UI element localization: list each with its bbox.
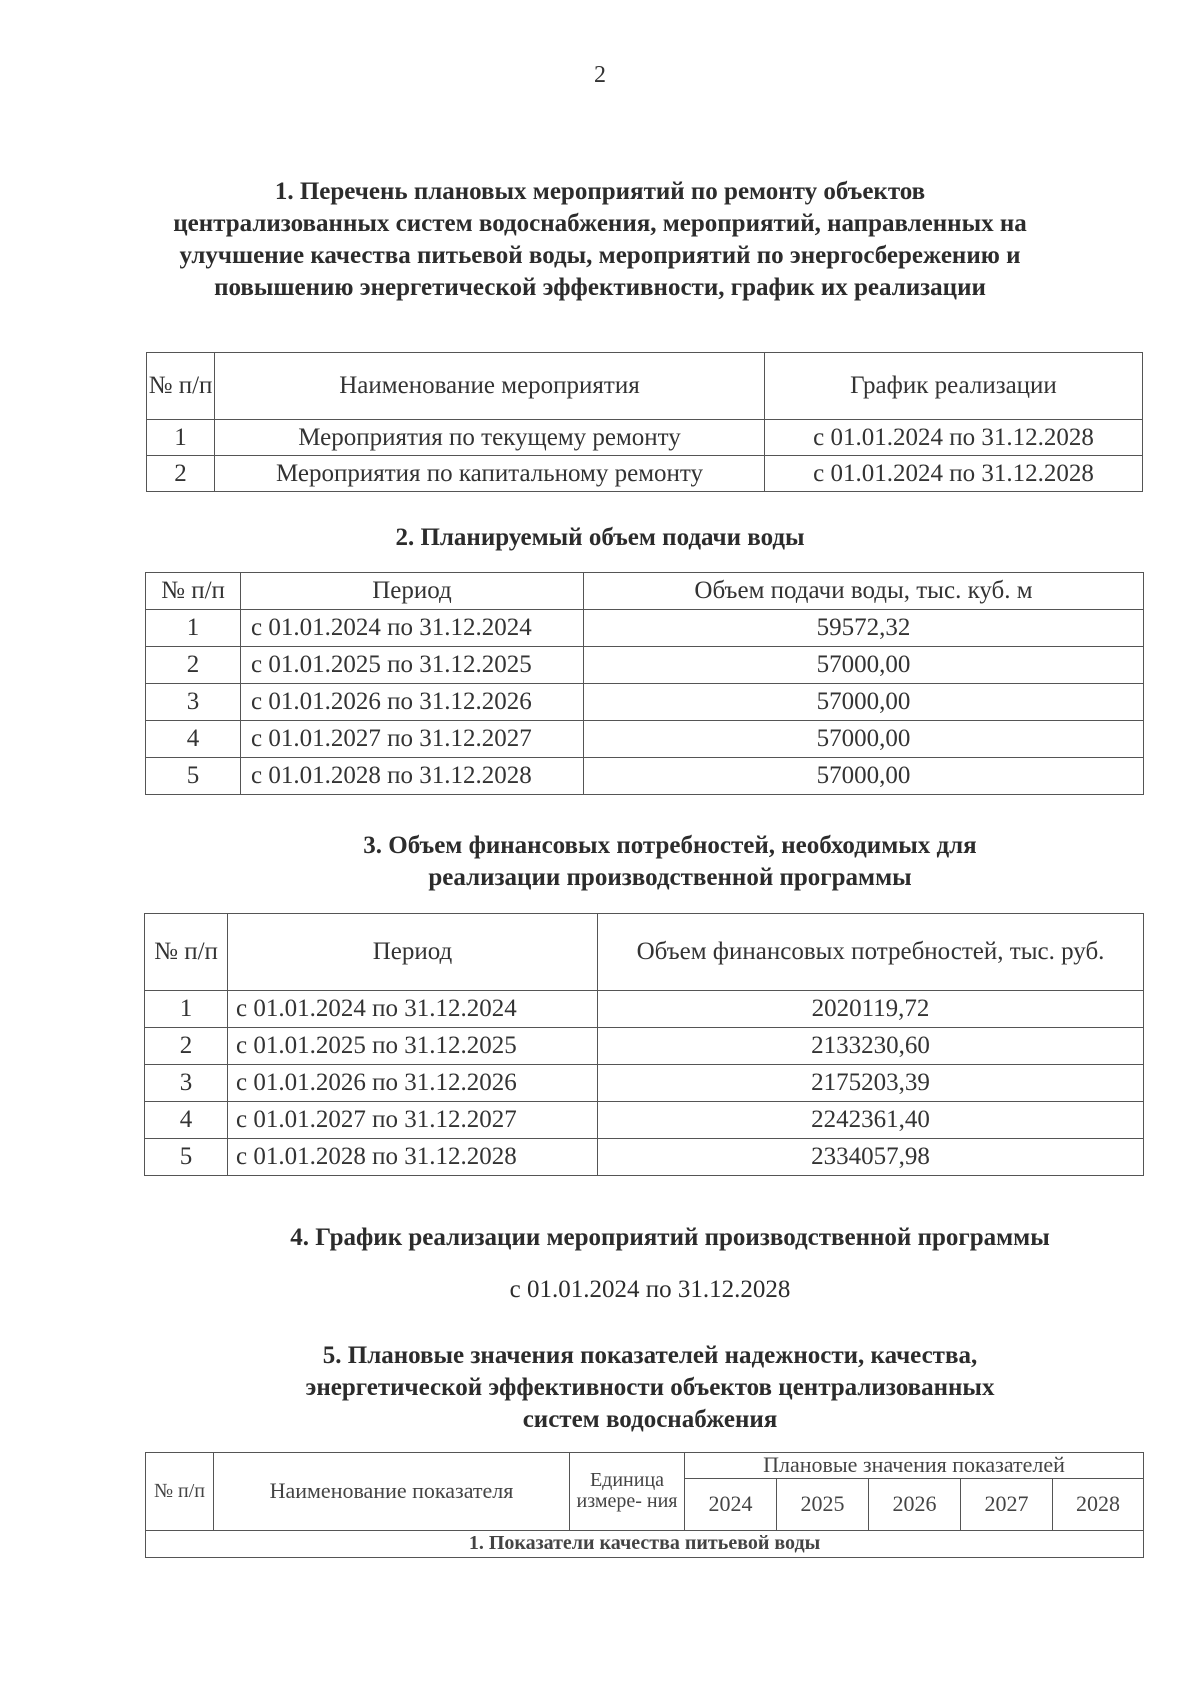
cell-period: с 01.01.2026 по 31.12.2026 (241, 684, 584, 721)
section1-title-line: централизованных систем водоснабжения, мероприятий, направленных на (173, 210, 1027, 237)
financial-needs-table (144, 913, 1144, 1176)
cell-num: 1 (147, 420, 215, 456)
section3-title-line: 3. Объем финансовых потребностей, необходимых для (363, 832, 977, 859)
table-row (146, 684, 1144, 721)
section4-period: с 01.01.2024 по 31.12.2028 (509, 1276, 791, 1303)
header-name: Наименование мероприятия (215, 353, 765, 420)
table-row (147, 420, 1143, 456)
cell-amount: 2020119,72 (598, 991, 1144, 1028)
section1-title-line: улучшение качества питьевой воды, мероприятий по энергосбережению и (179, 242, 1021, 269)
cell-period: с 01.01.2025 по 31.12.2025 (241, 647, 584, 684)
table-header-row (147, 353, 1143, 420)
cell-amount: 2242361,40 (598, 1102, 1144, 1139)
cell-period: с 01.01.2028 по 31.12.2028 (241, 758, 584, 795)
cell-amount: 2133230,60 (598, 1028, 1144, 1065)
section5-title (50, 1340, 1200, 1436)
cell-amount: 2334057,98 (598, 1139, 1144, 1176)
cell-volume: 57000,00 (584, 758, 1144, 795)
section5-title-line: энергетической эффективности объектов централизованных (305, 1374, 995, 1401)
table-row (145, 1102, 1144, 1139)
header-volume: Объем подачи воды, тыс. куб. м (584, 573, 1144, 610)
table-header-row (146, 573, 1144, 610)
header-year: 2024 (685, 1478, 777, 1530)
header-num: № п/п (147, 353, 215, 420)
header-year: 2026 (869, 1478, 961, 1530)
cell-period: с 01.01.2025 по 31.12.2025 (228, 1028, 598, 1065)
cell-volume: 57000,00 (584, 684, 1144, 721)
table-header-row (146, 1453, 1144, 1479)
table-row (145, 1065, 1144, 1102)
header-unit: Единица измере- ния (570, 1453, 685, 1531)
cell-num: 5 (146, 758, 241, 795)
cell-period: с 01.01.2027 по 31.12.2027 (241, 721, 584, 758)
cell-name: Мероприятия по текущему ремонту (215, 420, 765, 456)
indicators-table (145, 1452, 1144, 1558)
header-year: 2027 (961, 1478, 1053, 1530)
cell-num: 2 (146, 647, 241, 684)
cell-period: с 01.01.2027 по 31.12.2027 (228, 1102, 598, 1139)
header-year: 2025 (777, 1478, 869, 1530)
section3-title (70, 830, 1200, 894)
cell-num: 2 (147, 456, 215, 492)
header-name: Наименование показателя (214, 1453, 570, 1531)
cell-num: 3 (146, 684, 241, 721)
section1-title (0, 176, 1200, 304)
header-num: № п/п (145, 914, 228, 991)
cell-name: Мероприятия по капитальному ремонту (215, 456, 765, 492)
header-num: № п/п (146, 573, 241, 610)
cell-num: 4 (145, 1102, 228, 1139)
cell-volume: 57000,00 (584, 721, 1144, 758)
cell-schedule: с 01.01.2024 по 31.12.2028 (765, 420, 1143, 456)
cell-period: с 01.01.2024 по 31.12.2024 (228, 991, 598, 1028)
page-number: 2 (594, 62, 606, 88)
water-supply-table (145, 572, 1144, 795)
table-row (147, 456, 1143, 492)
cell-num: 4 (146, 721, 241, 758)
cell-volume: 57000,00 (584, 647, 1144, 684)
section4-title: 4. График реализации мероприятий производственной программы (290, 1224, 1050, 1251)
cell-volume: 59572,32 (584, 610, 1144, 647)
table-row (146, 610, 1144, 647)
subsection-title: 1. Показатели качества питьевой воды (146, 1530, 1144, 1557)
section1-title-line: 1. Перечень плановых мероприятий по ремонту объектов (274, 178, 926, 205)
table-row (145, 1139, 1144, 1176)
header-period: Период (228, 914, 598, 991)
table-row (146, 758, 1144, 795)
section5-title-line: 5. Плановые значения показателей надежности, качества, (322, 1342, 978, 1369)
header-planned-values: Плановые значения показателей (685, 1453, 1144, 1479)
cell-num: 5 (145, 1139, 228, 1176)
header-schedule: График реализации (765, 353, 1143, 420)
section5-title-line: систем водоснабжения (522, 1406, 778, 1433)
cell-period: с 01.01.2028 по 31.12.2028 (228, 1139, 598, 1176)
table-row (145, 991, 1144, 1028)
section1-title-line: повышению энергетической эффективности, график их реализации (214, 274, 986, 301)
table-row (145, 1028, 1144, 1065)
table-row (146, 721, 1144, 758)
header-amount: Объем финансовых потребностей, тыс. руб. (598, 914, 1144, 991)
table-section-row (146, 1530, 1144, 1557)
cell-num: 1 (146, 610, 241, 647)
repair-measures-table (146, 352, 1143, 492)
table-header-row (145, 914, 1144, 991)
header-year: 2028 (1053, 1478, 1144, 1530)
section3-title-line: реализации производственной программы (428, 864, 912, 891)
cell-period: с 01.01.2026 по 31.12.2026 (228, 1065, 598, 1102)
cell-num: 1 (145, 991, 228, 1028)
section2-title: 2. Планируемый объем подачи воды (395, 524, 805, 551)
cell-amount: 2175203,39 (598, 1065, 1144, 1102)
table-row (146, 647, 1144, 684)
cell-num: 2 (145, 1028, 228, 1065)
cell-period: с 01.01.2024 по 31.12.2024 (241, 610, 584, 647)
header-period: Период (241, 573, 584, 610)
cell-schedule: с 01.01.2024 по 31.12.2028 (765, 456, 1143, 492)
header-num: № п/п (146, 1453, 214, 1531)
cell-num: 3 (145, 1065, 228, 1102)
